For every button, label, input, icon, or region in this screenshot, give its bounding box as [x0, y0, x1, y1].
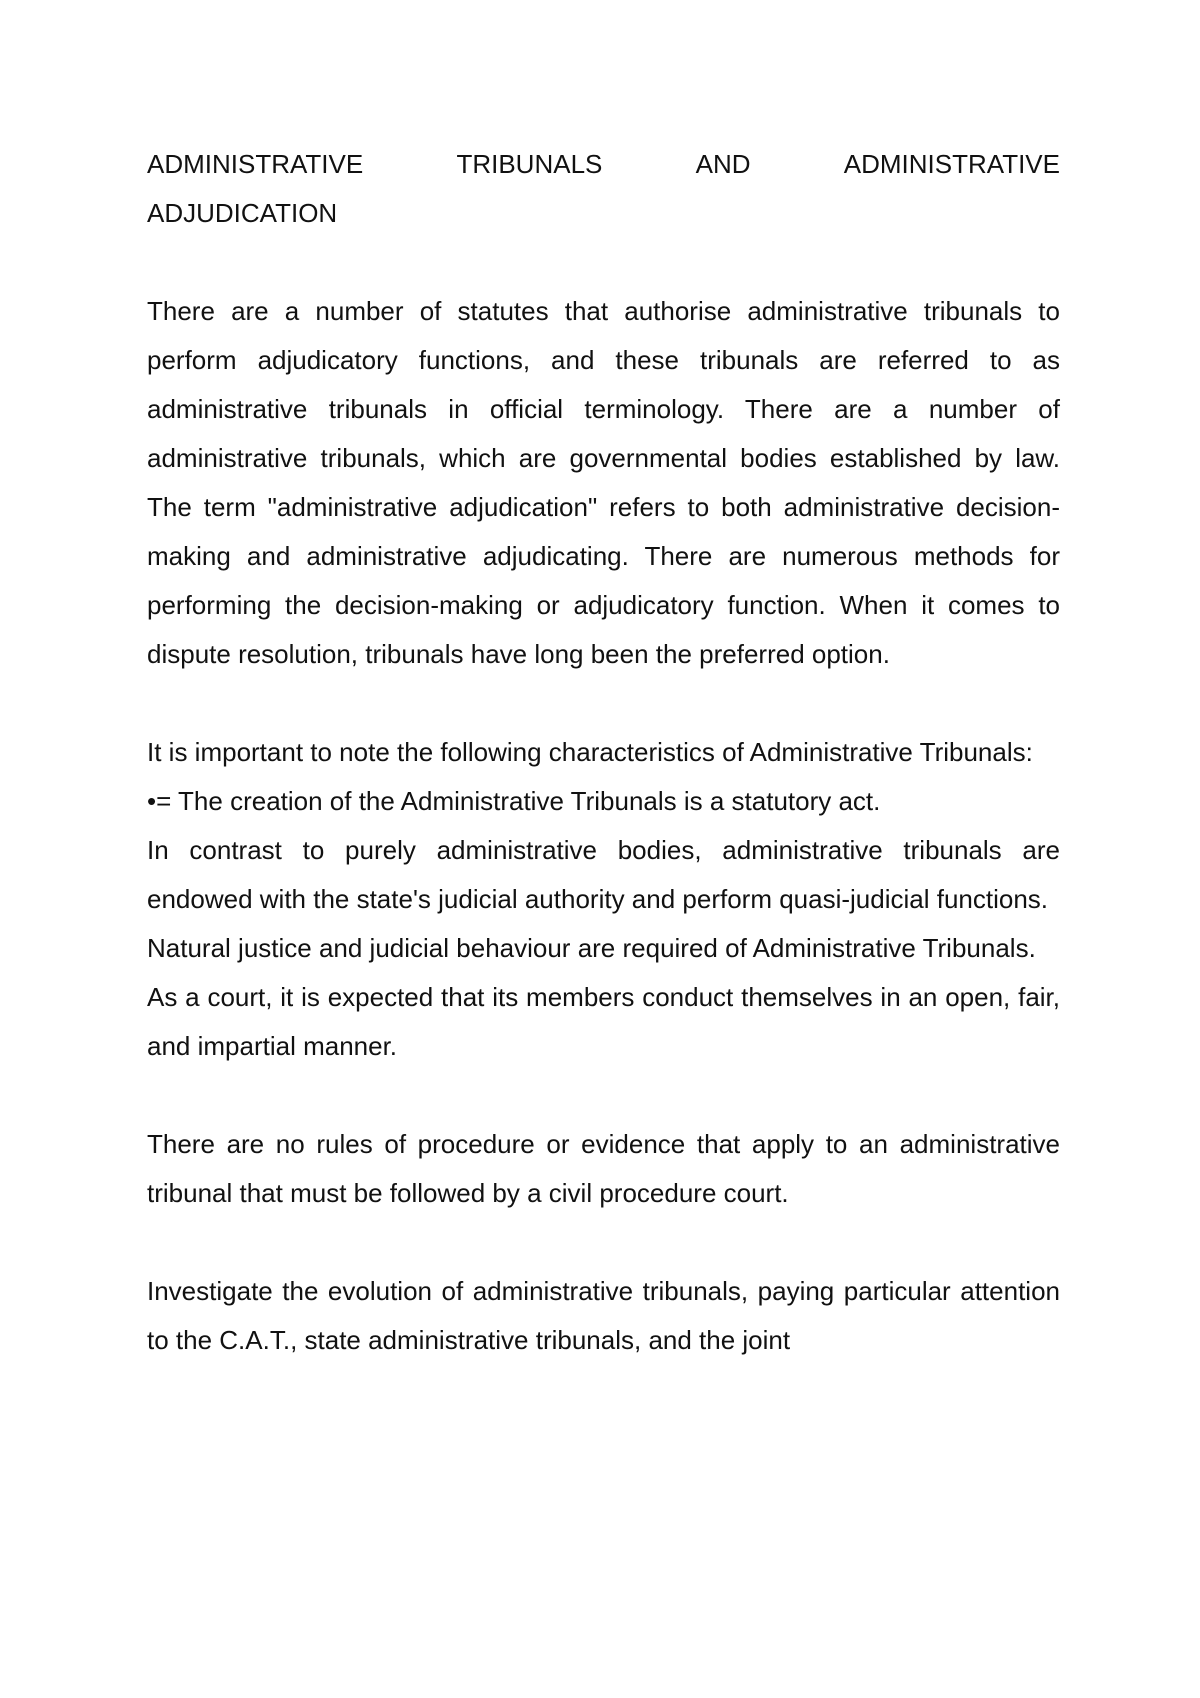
intro-paragraph: There are a number of statutes that authorise administrative tribunals to perform adjudicatory functions, and these tribunals are referred to as administrative tribunals in official terminology. There are a number of administrative tribunals, which are governmental bodies established by law. The term "administrative adjudication" refers to both administrative decision-making and administrative adjudicating. There are numerous methods for performing the decision-making or adjudicatory function. When it comes to dispute resolution, tribunals have long been the preferred option.: [147, 296, 1060, 669]
characteristic-statutory: [147, 777, 1060, 826]
title-word-2: TRIBUNALS: [456, 149, 603, 179]
document-page: [147, 140, 1060, 1365]
characteristics-intro: It is important to note the following characteristics of Administrative Tribunals:: [147, 737, 1033, 767]
characteristic-conduct: As a court, it is expected that its members conduct themselves in an open, fair, and impartial manner.: [147, 982, 1060, 1061]
document-title: [147, 140, 1060, 238]
title-line-2: ADJUDICATION: [147, 198, 338, 228]
title-word-3: AND: [695, 149, 751, 179]
title-line-1: [147, 140, 1060, 189]
characteristic-judicial-authority: In contrast to purely administrative bodies, administrative tribunals are endowed with the state's judicial authority and perform quasi-judicial functions.: [147, 835, 1060, 914]
characteristic-natural-justice: Natural justice and judicial behaviour are required of Administrative Tribunals.: [147, 933, 1036, 963]
title-word-4: ADMINISTRATIVE: [843, 149, 1060, 179]
bullet-text: The creation of the Administrative Tribunals is a statutory act.: [171, 786, 881, 816]
investigate-paragraph: Investigate the evolution of administrative tribunals, paying particular attention to the C.A.T., state administrative tribunals, and the joint: [147, 1276, 1060, 1355]
bullet-marker: •=: [147, 786, 172, 816]
rules-paragraph: There are no rules of procedure or evidence that apply to an administrative tribunal that must be followed by a civil procedure court.: [147, 1129, 1060, 1208]
title-word-1: ADMINISTRATIVE: [147, 149, 364, 179]
